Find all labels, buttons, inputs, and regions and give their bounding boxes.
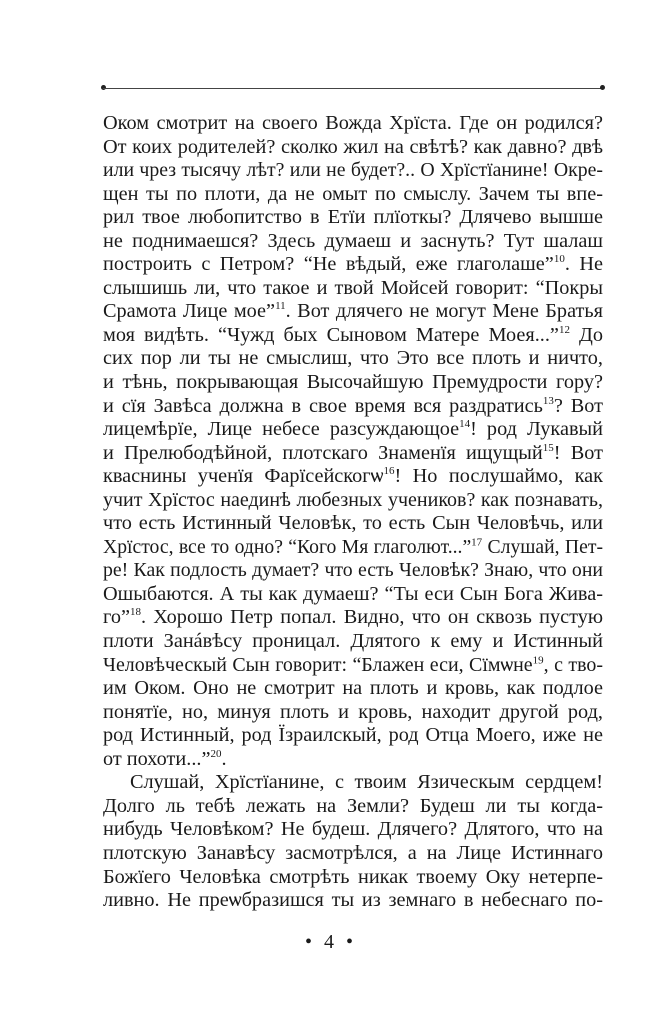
- text-line-main: и тѣнь, покрывающая Высочайшую Премудрости гору?: [103, 371, 603, 394]
- text-line-tail: . Вот длячего не могут Мене Братья: [285, 300, 603, 323]
- text-line: [103, 677, 603, 701]
- text-line-main: что есть Истинный Человѣк, то есть Сын Человѣчь, или: [103, 512, 603, 535]
- text-line: [103, 465, 603, 489]
- text-line-main: построить с Петром? “Не вѣдый, еже глаголаше”: [103, 253, 554, 276]
- text-line-main: и сїя Завѣса должна в свое время вся раздратись: [103, 394, 543, 417]
- page-footer: [0, 931, 658, 954]
- text-line: [103, 136, 603, 160]
- text-line-tail: ! Вот: [553, 441, 603, 464]
- text-line-main: и Прелюбодѣйной, плотскаго Знаменїя ищущый: [103, 441, 543, 464]
- text-line-tail: . Хорошо Петр попал. Видно, что он сквозь пустую: [140, 606, 603, 629]
- text-line-main: ре! Как подлость думает? что есть Человѣк? Знаю, что они: [103, 559, 603, 582]
- text-line: [103, 112, 603, 136]
- text-line-tail: Слушай, Пет-: [482, 535, 603, 558]
- text-line: [103, 277, 603, 301]
- text-line-main: от похоти...”: [103, 747, 211, 770]
- text-line-main: От коих родителей? сколко жил на свѣтѣ? как давно? двѣ: [103, 135, 603, 158]
- footnote-ref: 18: [129, 606, 141, 619]
- text-line-main: кваснины ученїя Фарїсейскогѡ: [103, 465, 384, 488]
- text-line: [103, 347, 603, 371]
- footnote-ref: 16: [383, 465, 395, 478]
- text-line-main: им Оком. Оно не смотрит на плоть и кровь, как подлое: [103, 677, 603, 700]
- text-line-main: учит Хрїстос наединѣ любезных учеников? как познавать,: [103, 488, 603, 511]
- text-line-main: Ошыбаются. А ты как думаеш? “Ты еси Сын Бога Жива-: [103, 582, 603, 605]
- page-number: 4: [324, 931, 334, 953]
- text-line: [103, 842, 603, 866]
- text-line: [103, 159, 603, 183]
- text-line-main: плоти Занáвѣсу проницал. Длятого к ему и Истинный: [103, 630, 603, 653]
- text-line-main: Оком смотрит на своего Вождa Хрїста. Где он родился?: [103, 112, 603, 134]
- text-line-tail: ? Вот: [553, 394, 603, 417]
- text-line: [103, 183, 603, 207]
- text-line-main: или чрез тысячу лѣт? или не будет?.. О Хрїстїанине! Окре-: [103, 159, 603, 182]
- text-line-tail: ! род Лукавый: [470, 418, 603, 441]
- text-line: [103, 583, 603, 607]
- text-line: [103, 654, 603, 678]
- text-line-tail: , с тво-: [543, 653, 603, 676]
- text-line-main: Срамота Лице мое”: [103, 300, 276, 323]
- text-line-tail: ! Но послушаймо, как: [394, 465, 603, 488]
- text-line: [103, 795, 603, 819]
- text-line: [103, 701, 603, 725]
- text-line-main: моя видѣть. “Чужд бых Сыновом Матере Моея...”: [103, 323, 559, 346]
- text-line-main: ливно. Не преѡбразишся ты из земнаго в небеснаго по-: [103, 889, 603, 912]
- text-line: [103, 606, 603, 630]
- text-line-main: го”: [103, 606, 130, 629]
- text-line: [103, 395, 603, 419]
- text-line: [103, 771, 603, 795]
- text-line: [103, 442, 603, 466]
- text-line: [103, 748, 603, 772]
- text-line-main: плотскую Занавѣсу засмотрѣлся, а на Лице Истиннаго: [103, 841, 603, 864]
- text-line: [103, 512, 603, 536]
- text-line: [103, 724, 603, 748]
- footnote-ref: 13: [542, 394, 554, 407]
- body-text: [103, 112, 603, 913]
- text-line-tail: .: [221, 747, 227, 770]
- text-line-main: рил твое любопитство в Етїи плїоткы? Длячево вышше: [103, 206, 603, 229]
- text-line: [103, 324, 603, 348]
- header-rule-dot-right: [600, 85, 605, 90]
- text-line: [103, 253, 603, 277]
- footnote-ref: 10: [553, 253, 565, 266]
- text-line: [103, 230, 603, 254]
- footnote-ref: 20: [210, 748, 222, 760]
- folio-bullet-left: •: [304, 931, 312, 953]
- text-line: [103, 418, 603, 442]
- text-line: [103, 371, 603, 395]
- text-line: [103, 489, 603, 513]
- text-line-main: нибудь Человѣком? Не будеш. Длячего? Длятого, что на: [103, 818, 603, 841]
- text-line: [103, 559, 603, 583]
- text-line: [103, 630, 603, 654]
- footnote-ref: 17: [471, 536, 483, 549]
- text-line-main: Хрїстос, все то одно? “Кого Мя глаголют...”: [103, 535, 472, 558]
- folio-bullet-right: •: [346, 931, 354, 953]
- text-line-main: сих пор ли ты не смыслиш, что Это все плоть и ничто,: [103, 347, 603, 370]
- text-line: [103, 536, 603, 560]
- text-line: [103, 889, 603, 913]
- text-line-main: не поднимаешся? Здесь думаеш и заснуть? Тут шалаш: [103, 229, 603, 252]
- text-line: [103, 818, 603, 842]
- text-line-main: щен ты по плоти, да не омыт по смыслу. Зачем ты впе-: [103, 182, 603, 205]
- text-line-main: понятїе, но, минуя плоть и кровь, находит другой род,: [103, 700, 603, 723]
- text-line-tail: До: [569, 323, 603, 346]
- text-line-main: Человѣческый Сын говорит: “Блажен еси, Сїмѡне: [103, 653, 533, 676]
- text-line-main: род Истинный, род Їзраилскый, род Отца Моего, иже не: [103, 724, 603, 747]
- text-line: [103, 300, 603, 324]
- text-line-main: лицемѣрїе, Лице небесе разсуждающое: [103, 418, 460, 441]
- footnote-ref: 14: [459, 418, 471, 431]
- footnote-ref: 15: [542, 441, 554, 454]
- text-line-main: слышишь ли, что такое и твой Мойсей говорит: “Покры: [103, 276, 603, 299]
- text-line: [103, 866, 603, 890]
- text-line-tail: . Не: [564, 253, 603, 276]
- text-line: [103, 206, 603, 230]
- text-line-main: Слушай, Хрїстїанине, с твоим Язическым сердцем!: [130, 771, 603, 794]
- footnote-ref: 12: [558, 324, 570, 337]
- footnote-ref: 19: [532, 653, 544, 666]
- header-rule: [103, 88, 603, 89]
- text-line-main: Долго ль тебѣ лежать на Земли? Будеш ли ты когда-: [103, 794, 603, 817]
- text-line-main: Божїего Человѣка смотрѣть никак твоему Оку нетерпе-: [103, 865, 603, 888]
- footnote-ref: 11: [275, 300, 286, 313]
